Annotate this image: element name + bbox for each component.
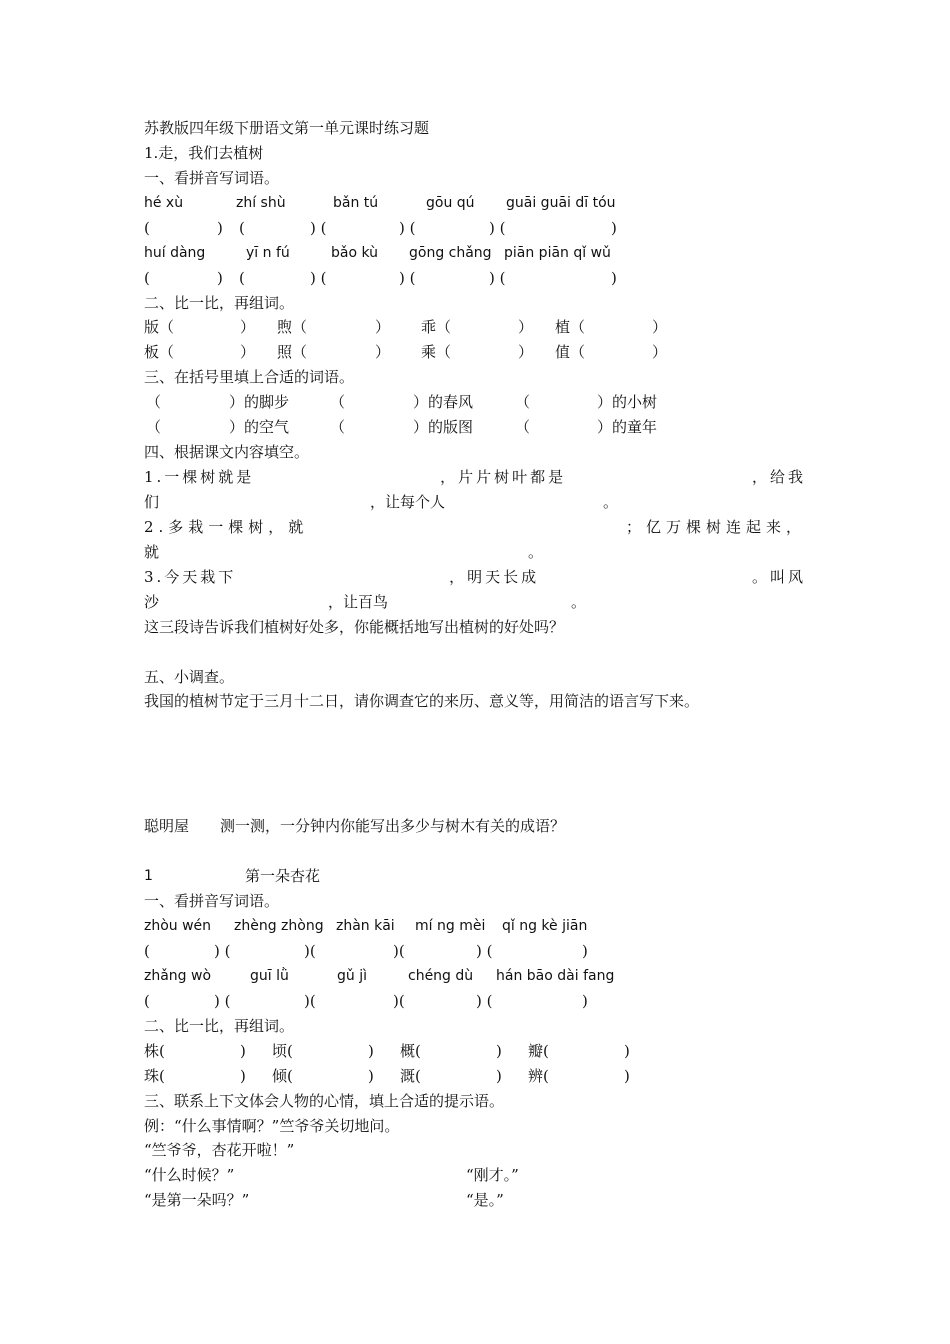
q-text: ，让百鸟 — [328, 593, 389, 611]
compare-char: 株( — [144, 1042, 165, 1060]
pinyin-item: zhǎng wò — [144, 968, 212, 984]
lesson1-q1-line1 — [144, 467, 806, 487]
q-text: 1.一棵树就是 — [144, 468, 255, 486]
q-text: 。 — [571, 593, 587, 611]
bracket: ) ( — [214, 942, 231, 960]
fill-phrase: ）的版图 — [413, 418, 474, 436]
bracket: ( — [144, 942, 150, 960]
pinyin-item: mí ng mèi — [415, 918, 486, 934]
bracket: ) ( — [310, 269, 327, 287]
compare-char: 溉( — [400, 1067, 421, 1085]
bracket: （ — [146, 393, 162, 411]
q-text: 们 — [144, 493, 160, 511]
lesson2-section1-heading: 一、看拼音写词语。 — [144, 892, 280, 910]
bracket: ) ( — [476, 992, 493, 1010]
bracket: ) — [240, 1067, 246, 1085]
compare-char: 植（ — [555, 318, 586, 336]
lesson1-section3-heading: 三、在括号里填上合适的词语。 — [144, 368, 355, 386]
bracket: ) — [368, 1067, 374, 1085]
lesson1-section5-text: 我国的植树节定于三月十二日，请你调查它的来历、意义等，用简洁的语言写下来。 — [144, 692, 700, 710]
q-text: 。 — [528, 543, 544, 561]
bracket: ( — [144, 992, 150, 1010]
bracket: ) — [582, 992, 588, 1010]
compare-char: 版（ — [144, 318, 175, 336]
compare-char: 乘（ — [421, 343, 452, 361]
lesson2-title: 第一朵杏花 — [245, 867, 321, 885]
compare-char: 珠( — [144, 1067, 165, 1085]
q-text: ，明天长成 — [449, 568, 540, 586]
bracket: ) ( — [489, 219, 506, 237]
bracket: （ — [146, 418, 162, 436]
smart-house-text: 测一测，一分钟内你能写出多少与树木有关的成语？ — [220, 817, 566, 835]
pinyin-item: gōng chǎng — [409, 245, 492, 261]
pinyin-item: guī lǜ — [250, 968, 289, 984]
lesson2-example: 例：“什么事情啊？”竺爷爷关切地问。 — [144, 1117, 400, 1135]
dialogue-line-1: “竺爷爷，杏花开啦！” — [144, 1141, 295, 1159]
bracket: ） — [375, 318, 391, 336]
bracket: ) — [217, 219, 223, 237]
pinyin-item: chéng dù — [408, 968, 474, 984]
fill-phrase: ）的春风 — [413, 393, 474, 411]
bracket: ( — [144, 269, 150, 287]
compare-char: 概( — [400, 1042, 421, 1060]
bracket: （ — [515, 393, 531, 411]
q-text: ，让每个人 — [370, 493, 446, 511]
bracket: ) ( — [476, 942, 493, 960]
bracket: ） — [518, 343, 534, 361]
pinyin-item: zhí shù — [236, 195, 286, 211]
bracket: （ — [515, 418, 531, 436]
lesson1-section2-heading: 二、比一比，再组词。 — [144, 294, 295, 312]
q-text: 。 — [603, 493, 619, 511]
bracket: ） — [518, 318, 534, 336]
fill-phrase: ）的小树 — [597, 393, 658, 411]
bracket: ) — [611, 269, 617, 287]
pinyin-item: hé xù — [144, 195, 184, 211]
lesson1-title: 1.走，我们去植树 — [144, 144, 264, 162]
q-text: 就 — [144, 543, 160, 561]
bracket: ) ( — [310, 219, 327, 237]
pinyin-item: zhèng zhòng — [234, 918, 324, 934]
lesson2-number: 1 — [144, 868, 153, 884]
pinyin-item: bǎo kù — [331, 245, 379, 261]
q-text: 。叫风 — [751, 568, 806, 586]
bracket: ) — [611, 219, 617, 237]
lesson1-section1-heading: 一、看拼音写词语。 — [144, 169, 280, 187]
q-text: ，给我 — [751, 468, 806, 486]
lesson1-q4-text: 这三段诗告诉我们植树好处多，你能概括地写出植树的好处吗？ — [144, 618, 565, 636]
compare-char: 倾( — [272, 1067, 293, 1085]
pinyin-item: zhàn kāi — [336, 918, 395, 934]
dialogue-right: “是。” — [466, 1191, 504, 1209]
fill-phrase: ）的脚步 — [229, 393, 290, 411]
lesson1-q2-line1 — [144, 517, 806, 537]
q-text: 沙 — [144, 593, 160, 611]
compare-char: 照（ — [277, 343, 308, 361]
bracket: ( — [144, 219, 150, 237]
smart-house-label: 聪明屋 — [144, 817, 190, 835]
q-text: 3.今天栽下 — [144, 568, 237, 586]
bracket: ) — [496, 1067, 502, 1085]
q-text: ，片片树叶都是 — [440, 468, 567, 486]
bracket: ) ( — [399, 269, 416, 287]
document-title: 苏教版四年级下册语文第一单元课时练习题 — [144, 119, 430, 137]
compare-char: 顷( — [272, 1042, 293, 1060]
dialogue-right: “刚才。” — [466, 1166, 519, 1184]
compare-char: 板（ — [144, 343, 175, 361]
bracket: ） — [652, 318, 668, 336]
bracket: ） — [240, 343, 256, 361]
q-text: 2.多栽一棵树，就 — [144, 518, 309, 536]
bracket: ) — [217, 269, 223, 287]
bracket: ) — [624, 1042, 630, 1060]
bracket: )( — [393, 992, 405, 1010]
bracket: )( — [304, 992, 316, 1010]
bracket: ( — [239, 269, 245, 287]
bracket: ） — [240, 318, 256, 336]
pinyin-item: gǔ jì — [337, 968, 367, 984]
bracket: ( — [239, 219, 245, 237]
pinyin-item: qǐ ng kè jiān — [502, 918, 588, 934]
lesson2-section3-heading: 三、联系上下文体会人物的心情，填上合适的提示语。 — [144, 1092, 505, 1110]
bracket: ） — [652, 343, 668, 361]
pinyin-item: hán bāo dài fang — [496, 968, 615, 984]
fill-phrase: ）的空气 — [229, 418, 290, 436]
pinyin-item: guāi guāi dī tóu — [506, 195, 616, 211]
lesson2-section2-heading: 二、比一比，再组词。 — [144, 1017, 295, 1035]
q-text: ；亿万棵树连起来， — [625, 518, 806, 536]
bracket: （ — [330, 418, 346, 436]
pinyin-item: huí dàng — [144, 245, 206, 261]
pinyin-item: zhòu wén — [144, 918, 212, 934]
bracket: ) — [240, 1042, 246, 1060]
pinyin-item: yī n fú — [246, 245, 290, 261]
bracket: )( — [393, 942, 405, 960]
pinyin-item: bǎn tú — [333, 195, 379, 211]
bracket: ） — [375, 343, 391, 361]
fill-phrase: ）的童年 — [597, 418, 658, 436]
lesson1-section5-heading: 五、小调查。 — [144, 668, 235, 686]
pinyin-item: gōu qú — [426, 195, 475, 211]
pinyin-item: piān piān qǐ wǔ — [504, 245, 611, 261]
compare-char: 辨( — [528, 1067, 549, 1085]
bracket: ) — [368, 1042, 374, 1060]
bracket: ) ( — [399, 219, 416, 237]
dialogue-left: “是第一朵吗？” — [144, 1191, 250, 1209]
bracket: （ — [330, 393, 346, 411]
dialogue-left: “什么时候？” — [144, 1166, 235, 1184]
bracket: ) — [496, 1042, 502, 1060]
bracket: ) ( — [489, 269, 506, 287]
compare-char: 瓣( — [528, 1042, 549, 1060]
bracket: ) ( — [214, 992, 231, 1010]
lesson1-section4-heading: 四、根据课文内容填空。 — [144, 443, 310, 461]
lesson1-q3-line1 — [144, 567, 806, 587]
bracket: ) — [624, 1067, 630, 1085]
bracket: )( — [304, 942, 316, 960]
compare-char: 值（ — [555, 343, 586, 361]
compare-char: 煦（ — [277, 318, 308, 336]
compare-char: 乖（ — [421, 318, 452, 336]
bracket: ) — [582, 942, 588, 960]
